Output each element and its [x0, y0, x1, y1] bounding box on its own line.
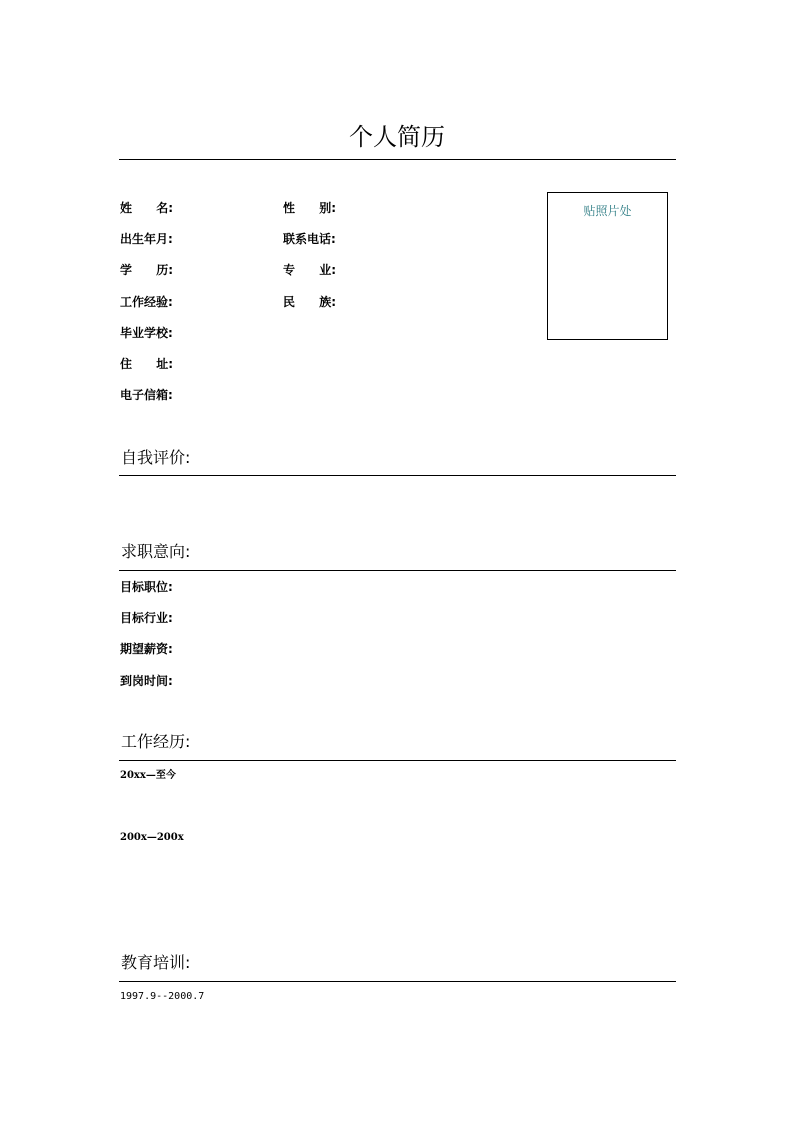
work-experience-heading: 工作经历: — [121, 732, 191, 751]
major-label — [283, 262, 336, 278]
gender-label-part-1: 性 — [283, 201, 296, 215]
self-evaluation-divider — [119, 475, 676, 476]
work-entry-date: 200x—200x — [120, 832, 184, 843]
address-label — [120, 356, 173, 372]
work-entry-date: 20xx—至今 — [120, 770, 176, 781]
photo-placeholder-box — [547, 192, 668, 340]
name-label — [120, 200, 173, 216]
education-training-heading: 教育培训: — [121, 953, 191, 972]
education-label-part-1: 学 — [120, 263, 133, 277]
school-label: 毕业学校: — [120, 326, 173, 340]
name-label-part-2: 名: — [156, 201, 173, 215]
self-evaluation-heading: 自我评价: — [121, 448, 191, 467]
page-title: 个人简历 — [349, 123, 445, 151]
phone-label: 联系电话: — [283, 232, 336, 246]
name-label-part-1: 姓 — [120, 201, 133, 215]
experience-label: 工作经验: — [120, 295, 173, 309]
birth-label: 出生年月: — [120, 232, 173, 246]
ethnicity-label-part-2: 族: — [319, 295, 336, 309]
education-label-part-2: 历: — [156, 263, 173, 277]
work-experience-divider — [119, 760, 676, 761]
address-label-part-2: 址: — [156, 357, 173, 371]
target-position-label: 目标职位: — [120, 580, 173, 594]
major-label-part-2: 业: — [319, 263, 336, 277]
education-training-divider — [119, 981, 676, 982]
title-divider — [119, 159, 676, 160]
expected-salary-label: 期望薪资: — [120, 642, 173, 656]
job-intention-heading: 求职意向: — [121, 542, 191, 561]
start-time-label: 到岗时间: — [120, 674, 173, 688]
education-label — [120, 262, 173, 278]
gender-label — [283, 200, 336, 216]
education-entry-date: 1997.9--2000.7 — [120, 991, 205, 1002]
ethnicity-label — [283, 294, 336, 310]
gender-label-part-2: 别: — [319, 201, 336, 215]
ethnicity-label-part-1: 民 — [283, 295, 296, 309]
major-label-part-1: 专 — [283, 263, 296, 277]
email-label: 电子信箱: — [120, 388, 173, 402]
job-intention-divider — [119, 570, 676, 571]
target-industry-label: 目标行业: — [120, 611, 173, 625]
address-label-part-1: 住 — [120, 357, 133, 371]
photo-placeholder-text: 贴照片处 — [583, 204, 632, 218]
